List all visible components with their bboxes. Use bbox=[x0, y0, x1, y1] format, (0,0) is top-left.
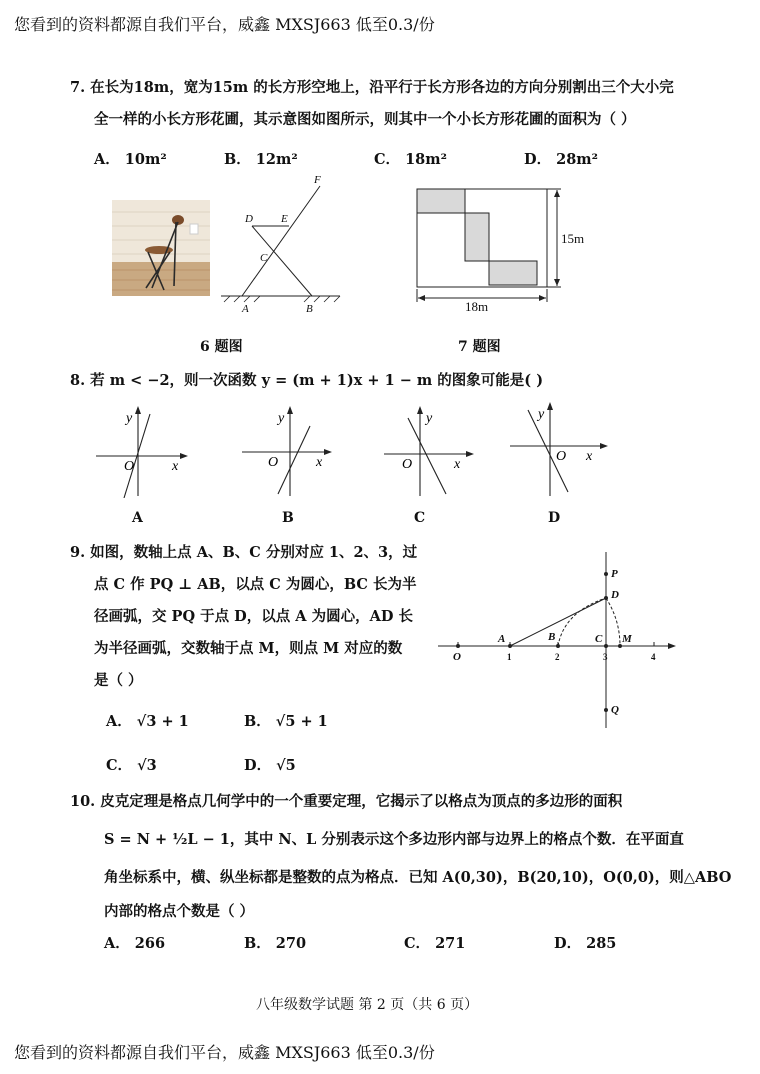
q9-line2: 点 C 作 PQ ⊥ AB，以点 C 为圆心，BC 长为半 bbox=[94, 576, 417, 593]
fig6-diagram bbox=[218, 172, 344, 318]
q8-label-d: D bbox=[548, 510, 561, 526]
q9-option-b: B． √5 + 1 bbox=[244, 713, 328, 730]
q7-line2: 全一样的小长方形花圃，其示意图如图所示，则其中一个小长方形花圃的面积为（ ） bbox=[94, 111, 636, 128]
q10-line4: 内部的格点个数是（ ） bbox=[104, 903, 255, 920]
top-banner: 您看到的资料都源自我们平台，威鑫 MXSJ663 低至0.3/份 bbox=[14, 15, 435, 34]
q9-option-d: D． √5 bbox=[244, 757, 296, 774]
q8a-origin: O bbox=[124, 459, 135, 474]
q9-line3: 径画弧，交 PQ 于点 D，以点 A 为圆心，AD 长 bbox=[94, 608, 413, 625]
bottom-banner: 您看到的资料都源自我们平台，威鑫 MXSJ663 低至0.3/份 bbox=[14, 1043, 435, 1062]
q9-tick-1: 1 bbox=[507, 652, 512, 662]
page-footer: 八年级数学试题 第 2 页（共 6 页） bbox=[256, 997, 479, 1013]
q9-point-a: A bbox=[498, 633, 506, 645]
q9-point-q: Q bbox=[611, 704, 619, 716]
q8-graph-a bbox=[92, 404, 192, 498]
q9-option-c: C． √3 bbox=[106, 757, 157, 774]
q7-option-d: D． 28m² bbox=[524, 151, 598, 168]
fig6-label-b: B bbox=[306, 303, 313, 315]
q8b-y-label: y bbox=[278, 411, 285, 426]
fig7-diagram bbox=[410, 184, 596, 312]
q9-option-a: A． √3 + 1 bbox=[106, 713, 189, 730]
q9-line1: 9. 如图，数轴上点 A、B、C 分别对应 1、2、3，过 bbox=[70, 544, 418, 561]
fig6-label-e: E bbox=[281, 213, 288, 225]
q9-point-c: C bbox=[595, 633, 603, 645]
chair-photo bbox=[112, 200, 210, 296]
q8b-x-label: x bbox=[316, 455, 323, 470]
q7-line1: 7. 在长为18m，宽为15m 的长方形空地上，沿平行于长方形各边的方向分别割出三个大小完 bbox=[70, 79, 674, 96]
q8-label-b: B bbox=[282, 510, 294, 526]
q9-point-p: P bbox=[611, 568, 618, 580]
fig7-width-label: 18m bbox=[465, 299, 489, 312]
q7-option-b: B． 12m² bbox=[224, 151, 298, 168]
q9-point-b: B bbox=[548, 631, 556, 643]
fig6-label-a: A bbox=[242, 303, 249, 315]
q10-option-d: D． 285 bbox=[554, 935, 617, 952]
q8-label-c: C bbox=[414, 510, 426, 526]
q8d-origin: O bbox=[556, 449, 567, 464]
fig6-label-f: F bbox=[314, 174, 321, 186]
q7-option-a: A． 10m² bbox=[94, 151, 167, 168]
q9-line4: 为半径画弧，交数轴于点 M，则点 M 对应的数 bbox=[94, 640, 403, 657]
fig6-label-c: C bbox=[260, 252, 268, 264]
q10-line1: 10. 皮克定理是格点几何学中的一个重要定理，它揭示了以格点为顶点的多边形的面积 bbox=[70, 793, 623, 810]
q9-tick-2: 2 bbox=[555, 652, 560, 662]
q8-graph-c bbox=[380, 404, 480, 498]
q8a-x-label: x bbox=[172, 459, 179, 474]
q8a-y-label: y bbox=[126, 411, 133, 426]
fig6-caption: 6 题图 bbox=[200, 339, 243, 355]
q7-option-c: C． 18m² bbox=[374, 151, 447, 168]
q8-text: 8. 若 m < −2，则一次函数 y = (m + 1)x + 1 − m 的图象可能是( ) bbox=[70, 372, 544, 389]
fig7-caption: 7 题图 bbox=[458, 339, 501, 355]
fig6-label-d: D bbox=[245, 213, 253, 225]
q8d-x-label: x bbox=[586, 449, 593, 464]
q9-point-m: M bbox=[622, 633, 632, 645]
q8c-origin: O bbox=[402, 457, 413, 472]
q9-tick-3: 3 bbox=[603, 652, 608, 662]
q8b-origin: O bbox=[268, 455, 279, 470]
q10-option-b: B． 270 bbox=[244, 935, 307, 952]
q10-option-a: A． 266 bbox=[104, 935, 166, 952]
q9-point-d: D bbox=[611, 589, 619, 601]
q8d-y-label: y bbox=[538, 407, 545, 422]
q9-tick-4: 4 bbox=[651, 652, 656, 662]
q8c-y-label: y bbox=[426, 411, 433, 426]
fig7-height-label: 15m bbox=[561, 231, 585, 246]
q8c-x-label: x bbox=[454, 457, 461, 472]
q10-line3: 角坐标系中，横、纵坐标都是整数的点为格点．已知 A(0,30)，B(20,10)，O(0,0)，则△ABO bbox=[104, 869, 732, 886]
q8-graph-b bbox=[238, 404, 338, 498]
q10-line2: S = N + ½L − 1，其中 N、L 分别表示这个多边形内部与边界上的格点个数．在平面直 bbox=[104, 831, 684, 848]
q8-graph-d bbox=[506, 400, 612, 498]
q9-number-line-figure bbox=[434, 548, 684, 730]
q10-option-c: C． 271 bbox=[404, 935, 466, 952]
q8-label-a: A bbox=[132, 510, 143, 526]
q9-point-o: O bbox=[453, 651, 461, 663]
q9-line5: 是（ ） bbox=[94, 672, 143, 689]
